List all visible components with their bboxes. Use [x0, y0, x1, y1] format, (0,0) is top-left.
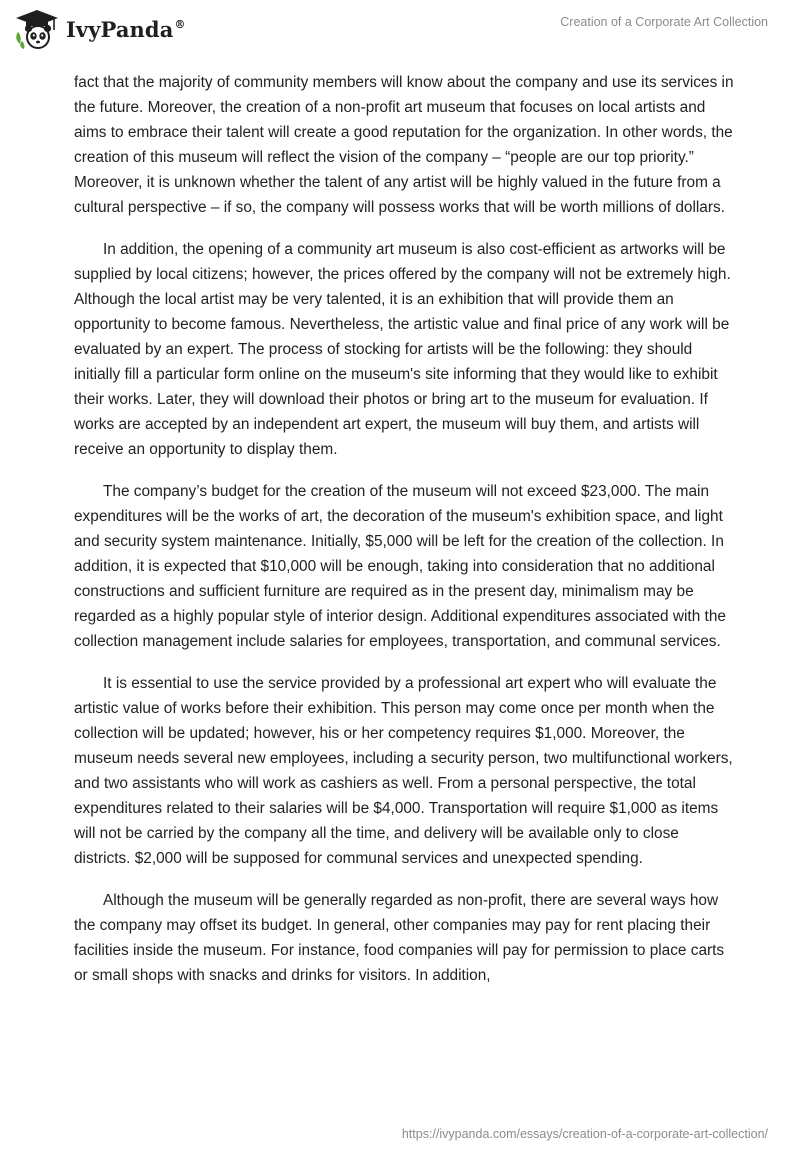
essay-paragraph: fact that the majority of community members will know about the company and use its services in the future. Moreover, the creation of a non-profit art museum that focuses on local artists and aims to embrace their talent will create a good reputation for the organization. In other words, the creation of this museum will reflect the vision of the company – “people are our top priority.” Moreover, it is unknown whether the talent of any artist will be highly valued in the future from a cultural perspective – if so, the company will possess works that will be worth millions of dollars. [74, 74, 734, 216]
essay-body [74, 70, 734, 1005]
document-title: Creation of a Corporate Art Collection [560, 15, 768, 29]
panda-graduate-icon [14, 8, 60, 50]
essay-paragraph: The company’s budget for the creation of the museum will not exceed $23,000. The main expenditures will be the works of art, the decoration of the museum's exhibition space, and light and security system maintenance. Initially, $5,000 will be left for the creation of the collection. In addition, it is expected that $10,000 will be enough, taking into consideration that no additional constructions and sufficient furniture are required as in the present day, minimalism may be regarded as a highly popular style of interior design. Additional expenditures associated with the collection management include salaries for employees, transportation, and communal services. [74, 483, 726, 650]
essay-paragraph: Although the museum will be generally regarded as non-profit, there are several ways how the company may offset its budget. In general, other companies may pay for rent placing their facilities inside the museum. For instance, food companies will pay for permission to place carts or small shops with snacks and drinks for visitors. In addition, [74, 892, 725, 984]
essay-paragraph: In addition, the opening of a community art museum is also cost-efficient as artworks will be supplied by local citizens; however, the prices offered by the company will not be extremely high. Although the local artist may be very talented, it is an exhibition that will provide them an opportunity to become famous. Nevertheless, the artistic value and final price of any work will be evaluated by an expert. The process of stocking for artists will be the following: they should initially fill a particular form online on the museum's site informing that they would like to exhibit their works. Later, they will download their photos or bring art to the museum for evaluation. If works are accepted by an independent art expert, the museum will buy them, and artists will receive an opportunity to display them. [74, 241, 731, 458]
page-header [0, 0, 800, 70]
brand-name: IvyPanda® [66, 16, 186, 42]
essay-paragraph: It is essential to use the service provided by a professional art expert who will evaluate the artistic value of works before their exhibition. This person may come once per month when the collection will be updated; however, his or her competency requires $1,000. Moreover, the museum needs several new employees, including a security person, two multifunctional workers, and two assistants who will work as cashiers as well. From a personal perspective, the total expenditures related to their salaries will be $4,000. Transportation will require $1,000 as items will not be carried by the company all the time, and delivery will be available only to close districts. $2,000 will be supposed for communal services and unexpected spending. [74, 675, 733, 867]
ivypanda-logo[interactable] [14, 8, 186, 50]
source-url[interactable]: https://ivypanda.com/essays/creation-of-a-corporate-art-collection/ [401, 1127, 768, 1141]
